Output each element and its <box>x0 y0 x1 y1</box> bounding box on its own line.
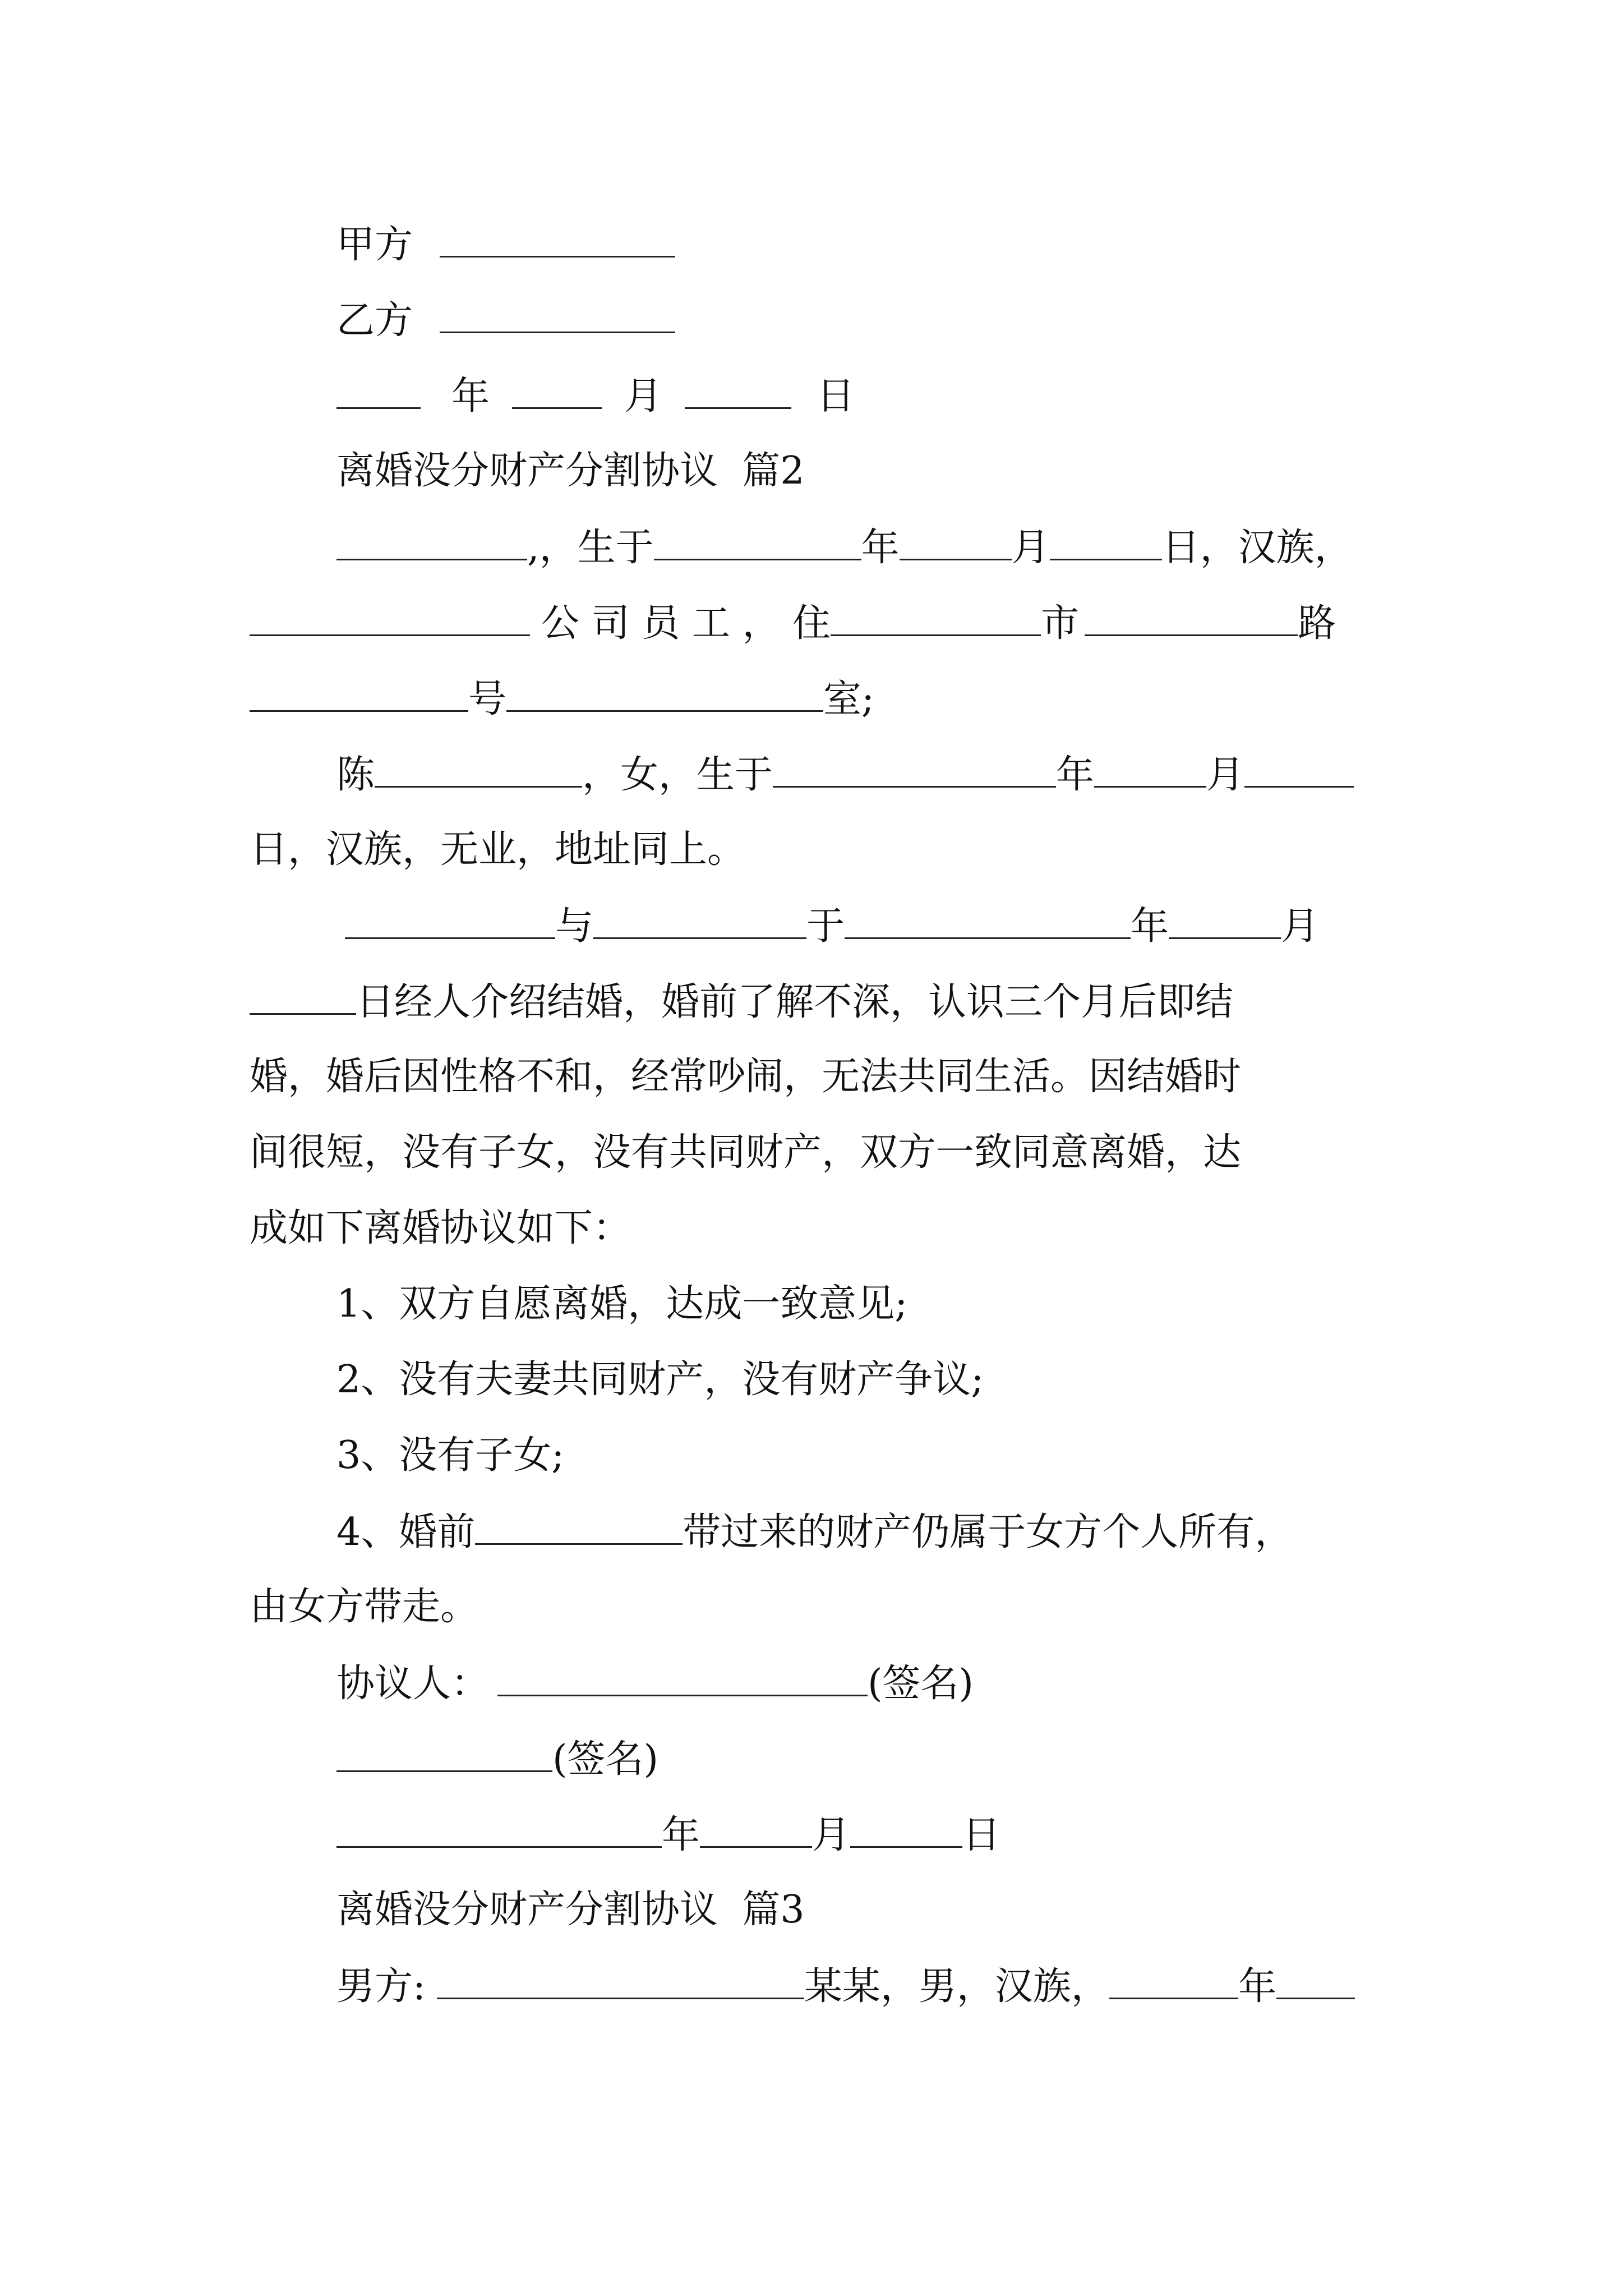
blank <box>375 749 582 788</box>
text-segment: 陈 <box>336 753 375 797</box>
clause-1 <box>336 1279 907 1329</box>
text-line <box>250 1582 478 1632</box>
blank <box>845 900 1131 939</box>
party-b-label: 乙方 <box>336 298 413 343</box>
clause-text: 2、没有夫妻共同财产，没有财产争议; <box>336 1358 984 1402</box>
text-segment: 月 <box>1281 904 1320 949</box>
blank <box>700 1809 812 1848</box>
blank <box>512 370 602 409</box>
clause-text: 4、婚前 <box>336 1510 476 1554</box>
text-line <box>250 1052 1241 1102</box>
blank <box>900 522 1012 560</box>
heading-text: 离婚没分财产分割协议 篇2 <box>336 449 805 493</box>
text-line <box>250 825 745 875</box>
signatory-label: 协议人： <box>336 1662 490 1706</box>
clause-text: 1、双方自愿离婚，达成一致意见; <box>336 1282 908 1326</box>
text-line <box>336 749 1354 799</box>
blank <box>345 900 555 939</box>
signature-note: (签名) <box>552 1737 659 1782</box>
year-label: 年 <box>662 1813 700 1857</box>
text-segment: 于 <box>806 904 845 949</box>
blank <box>831 597 1041 636</box>
month-label: 月 <box>812 1813 851 1857</box>
blank <box>1244 749 1354 788</box>
text-line <box>250 1203 631 1254</box>
text-segment: 间很短，没有子女，没有共同财产，双方一致同意离婚，达 <box>250 1130 1242 1175</box>
clause-4 <box>336 1506 1293 1557</box>
signatory-line <box>336 1733 658 1784</box>
blank <box>506 673 823 712</box>
text-segment: 年 <box>861 526 900 570</box>
blank <box>250 976 356 1015</box>
text-line <box>250 597 1336 648</box>
text-segment: 与 <box>555 904 594 949</box>
text-line <box>250 1128 1241 1178</box>
text-line <box>250 976 1233 1027</box>
blank <box>440 295 675 333</box>
signature-blank <box>497 1658 868 1696</box>
text-segment: 由女方带走。 <box>250 1585 479 1629</box>
date-line <box>336 370 855 421</box>
text-segment: 市 <box>1041 601 1080 646</box>
text-segment: 路 <box>1298 601 1336 646</box>
month-label: 月 <box>624 374 663 418</box>
text-segment: 男方: <box>336 1964 426 2009</box>
text-segment: 日经人介绍结婚，婚前了解不深，认识三个月后即结 <box>356 980 1234 1024</box>
blank <box>440 219 675 257</box>
text-segment: 日，汉族， <box>1161 526 1353 570</box>
blank <box>1085 597 1298 636</box>
text-line <box>336 1961 1355 2011</box>
text-segment: 月 <box>1011 526 1050 570</box>
text-line <box>250 673 874 724</box>
signature-note: (签名) <box>868 1662 974 1706</box>
clause-text: 3、没有子女; <box>336 1433 565 1478</box>
blank <box>250 673 468 712</box>
text-segment: ，女，生于 <box>582 753 773 797</box>
signature-blank <box>336 1733 552 1772</box>
section-heading-3 <box>336 1885 805 1935</box>
party-a-label: 甲方 <box>336 223 413 267</box>
blank <box>654 522 861 560</box>
heading-text: 离婚没分财产分割协议 篇3 <box>336 1888 805 1932</box>
day-label: 日 <box>962 1813 1001 1857</box>
blank <box>1276 1961 1355 1999</box>
text-segment: 月 <box>1206 753 1245 797</box>
blank <box>850 1809 962 1848</box>
blank <box>475 1506 683 1545</box>
text-segment: 日，汉族，无业，地址同上。 <box>250 827 746 872</box>
blank <box>1050 522 1162 560</box>
clause-2 <box>336 1355 984 1405</box>
text-segment: 某某，男，汉族， <box>804 1964 1109 2009</box>
year-label: 年 <box>451 374 490 418</box>
text-segment: ,，生于 <box>527 526 654 570</box>
blank <box>1109 1961 1238 1999</box>
blank <box>250 597 530 636</box>
text-segment: 室; <box>823 677 874 721</box>
section-heading-2 <box>336 446 805 496</box>
day-label: 日 <box>817 374 855 418</box>
blank <box>1094 749 1206 788</box>
blank <box>437 1961 804 1999</box>
text-segment: 公 司 员 工 ， 住 <box>541 601 831 646</box>
blank <box>1169 900 1281 939</box>
party-a-line <box>336 219 675 269</box>
text-line <box>336 900 1319 951</box>
blank <box>773 749 1056 788</box>
text-segment: 号 <box>468 677 507 721</box>
text-segment: 年 <box>1131 904 1169 949</box>
blank <box>336 1809 662 1848</box>
text-line <box>336 522 1353 572</box>
text-segment: 年 <box>1238 1964 1276 2009</box>
clause-text: 带过来的财产仍属于女方个人所有， <box>683 1510 1293 1554</box>
blank <box>685 370 791 409</box>
blank <box>336 370 421 409</box>
signing-date-line <box>336 1809 1000 1860</box>
clause-3 <box>336 1430 564 1481</box>
signatory-line <box>336 1658 974 1708</box>
text-segment: 成如下离婚协议如下： <box>250 1206 631 1250</box>
blank <box>336 522 527 560</box>
text-segment: 婚，婚后因性格不和，经常吵闹，无法共同生活。因结婚时 <box>250 1055 1242 1099</box>
party-b-line <box>336 295 675 345</box>
text-segment: 年 <box>1056 753 1095 797</box>
blank <box>593 900 806 939</box>
